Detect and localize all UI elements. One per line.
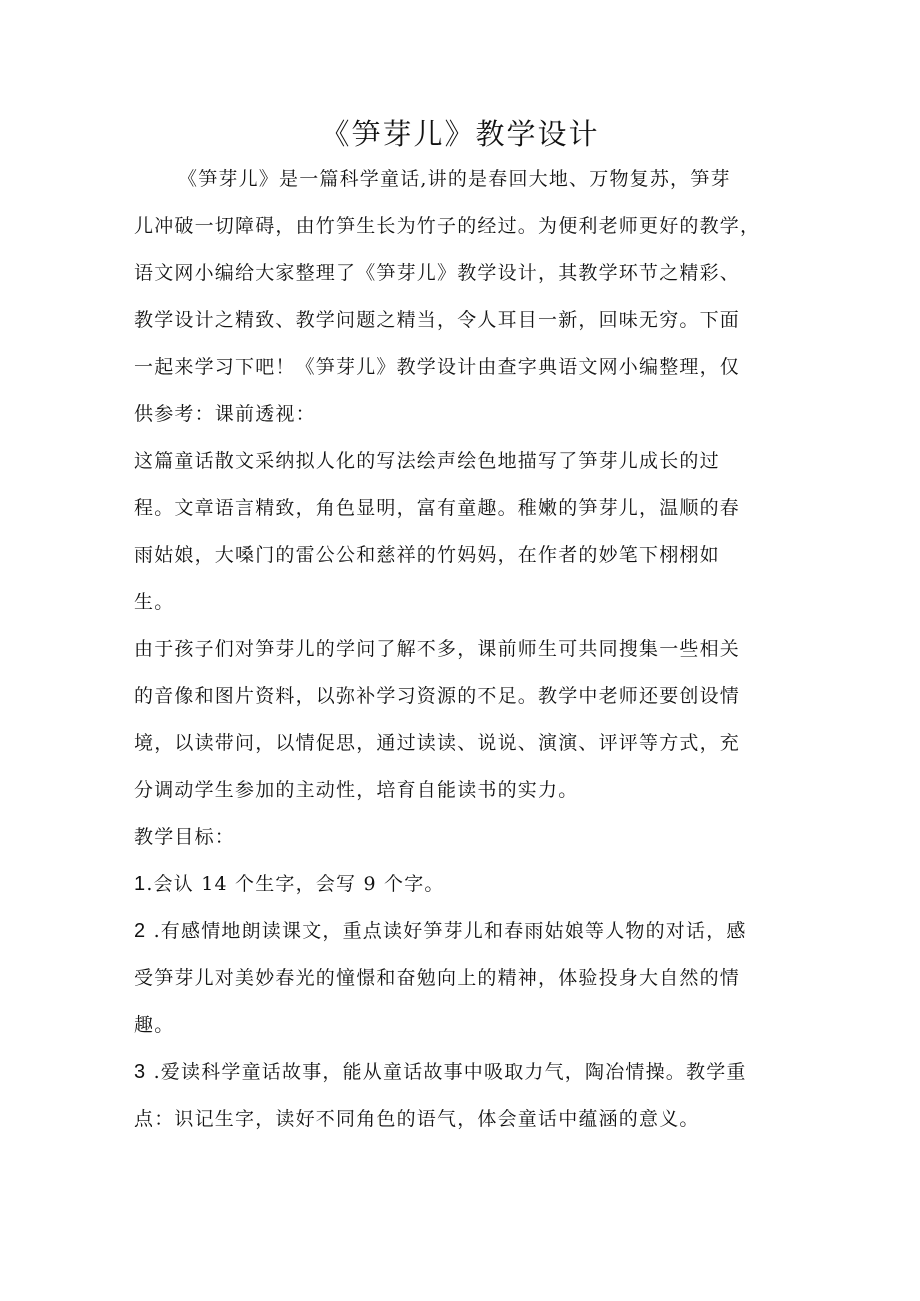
goals-heading: 教学目标：	[134, 826, 236, 848]
intro-line: 儿冲破一切障碍，由竹笋生长为竹子的经过。为便利老师更好的教学，	[134, 215, 761, 237]
goal-3-line	[134, 1049, 790, 1096]
intro-line: 《笋芽儿》是一篇科学童话,讲的是春回大地、万物复苏，笋芽	[178, 168, 731, 190]
intro-line: 一起来学习下吧！《笋芽儿》教学设计由查字典语文网小编整理，仅	[134, 356, 741, 378]
intro-line: 教学设计之精致、教学问题之精当，令人耳目一新，回味无穷。下面	[134, 309, 741, 331]
document-title: 《笋芽儿》教学设计	[320, 117, 600, 151]
goal-1-number: 1	[134, 873, 147, 895]
paragraph-2-line: 这篇童话散文采纳拟人化的写法绘声绘色地描写了笋芽儿成长的过	[134, 450, 720, 472]
goal-2-line	[134, 908, 790, 955]
paragraph-3-line: 的音像和图片资料，以弥补学习资源的不足。教学中老师还要创设情	[134, 685, 741, 707]
goal-2-line: 受笋芽儿对美妙春光的憧憬和奋勉向上的精神，体验投身大自然的情	[134, 967, 741, 989]
paragraph-2-line: 生。	[134, 591, 175, 613]
paragraph-2-line: 程。文章语言精致，角色显明，富有童趣。稚嫩的笋芽儿，温顺的春	[134, 497, 741, 519]
paragraph-3-line: 境，以读带问，以情促思，通过读读、说说、演演、评评等方式，充	[134, 732, 741, 754]
goal-2-number: 2	[134, 920, 147, 942]
paragraph-2-line: 雨姑娘，大嗓门的雷公公和慈祥的竹妈妈，在作者的妙笔下栩栩如	[134, 544, 720, 566]
paragraph-3-line: 分调动学生参加的主动性，培育自能读书的实力。	[134, 779, 579, 801]
goal-1-text: .会认 14 个生字，会写 9 个字。	[146, 873, 445, 895]
intro-line: 语文网小编给大家整理了《笋芽儿》教学设计，其教学环节之精彩、	[134, 262, 741, 284]
paragraph-3-line: 由于孩子们对笋芽儿的学问了解不多，课前师生可共同搜集一些相关	[134, 638, 741, 660]
document-body	[134, 156, 790, 1143]
goal-2-line: 趣。	[134, 1014, 175, 1036]
goal-1	[134, 861, 790, 908]
goal-3-number: 3	[134, 1061, 147, 1083]
goal-3-text: .爱读科学童话故事，能从童话故事中吸取力气，陶冶情操。教学重	[146, 1061, 747, 1083]
goal-2-text: .有感情地朗读课文，重点读好笋芽儿和春雨姑娘等人物的对话，感	[146, 920, 747, 942]
goal-3-line: 点：识记生字，读好不同角色的语气，体会童话中蕴涵的意义。	[134, 1108, 700, 1130]
intro-line: 供参考：课前透视：	[134, 403, 316, 425]
